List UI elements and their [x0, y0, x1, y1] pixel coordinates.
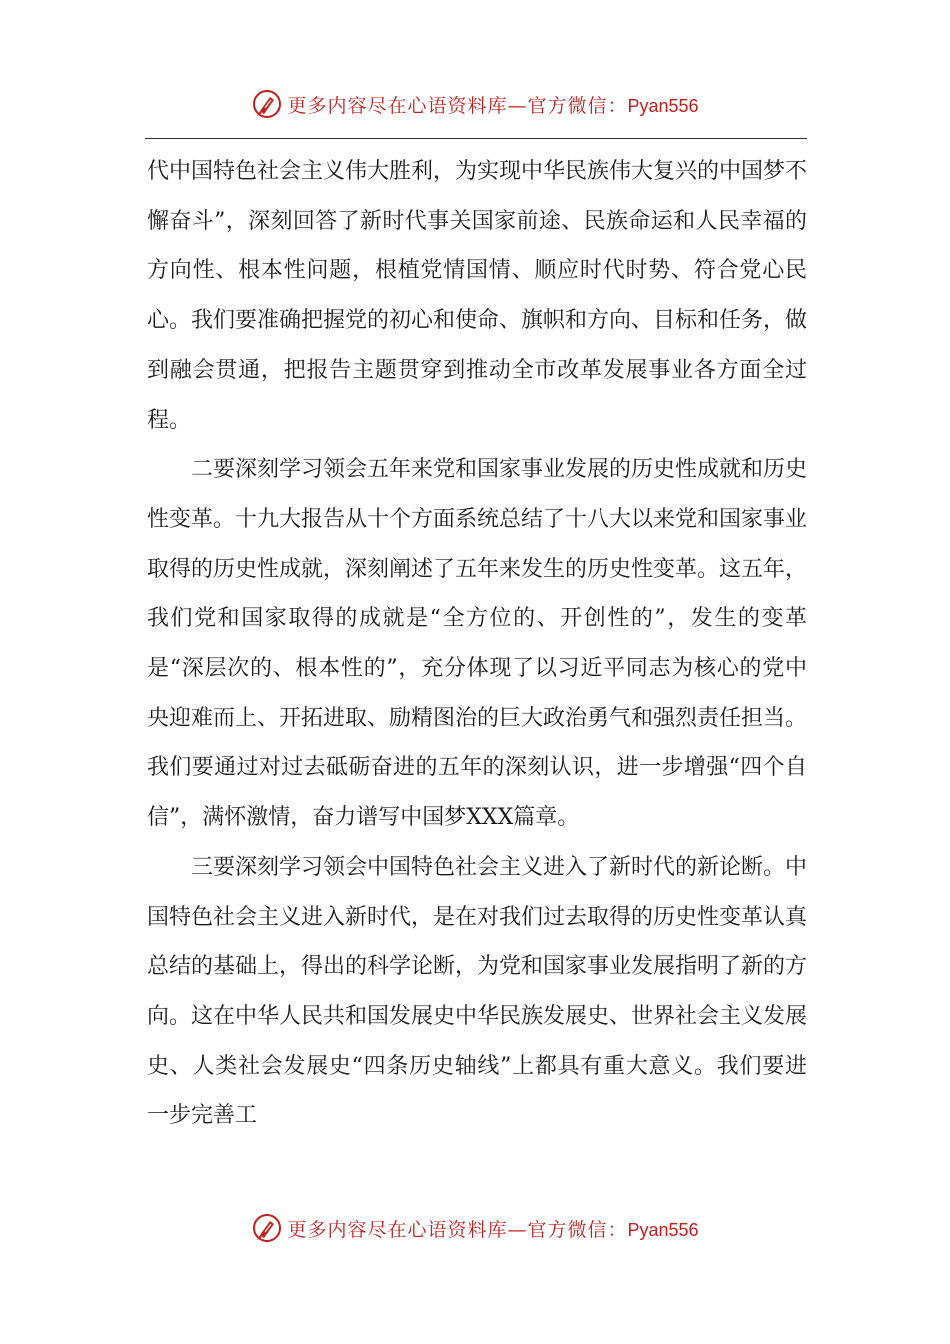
paragraph-1: 代中国特色社会主义伟大胜利，为实现中华民族伟大复兴的中国梦不懈奋斗”，深刻回答了新时代事关国家前途、民族命运和人民幸福的方向性、根本性问题，根植党情国情、顺应时代时势、符合党心民心。我们要准确把握党的初心和使命、旗帜和方向、目标和任务，做到融会贯通，把报告主题贯穿到推动全市改革发展事业各方面全过程。 — [147, 159, 808, 433]
header-divider — [145, 138, 807, 139]
header-banner-text: 更多内容尽在心语资料库—官方微信：Pyan556 — [287, 94, 699, 117]
footer-banner — [0, 1208, 950, 1248]
pen-nib-logo-icon — [251, 88, 283, 120]
document-body — [147, 147, 807, 1141]
footer-wechat-id: Pyan556 — [627, 1219, 699, 1240]
pen-nib-logo-icon — [251, 1212, 283, 1244]
header-wechat-id: Pyan556 — [627, 95, 699, 116]
paragraph-2: 二要深刻学习领会五年来党和国家事业发展的历史性成就和历史性变革。十九大报告从十个方面系统总结了十八大以来党和国家事业取得的历史性成就，深刻阐述了五年来发生的历史性变革。这五年，我们党和国家取得的成就是“全方位的、开创性的”，发生的变革是“深层次的、根本性的”，充分体现了以习近平同志为核心的党中央迎难而上、开拓进取、励精图治的巨大政治勇气和强烈责任担当。我们要通过对过去砥砺奋进的五年的深刻认识，进一步增强“四个自信”，满怀激情，奋力谱写中国梦XXX篇章。 — [147, 457, 808, 831]
paragraph-3: 三要深刻学习领会中国特色社会主义进入了新时代的新论断。中国特色社会主义进入新时代，是在对我们过去取得的历史性变革认真总结的基础上，得出的科学论断，为党和国家事业发展指明了新的方向。这在中华人民共和国发展史中华民族发展史、世界社会主义发展史、人类社会发展史“四条历史轴线”上都具有重大意义。我们要进一步完善工 — [147, 854, 808, 1129]
header-banner — [0, 84, 950, 124]
footer-banner-text: 更多内容尽在心语资料库—官方微信：Pyan556 — [287, 1218, 699, 1241]
